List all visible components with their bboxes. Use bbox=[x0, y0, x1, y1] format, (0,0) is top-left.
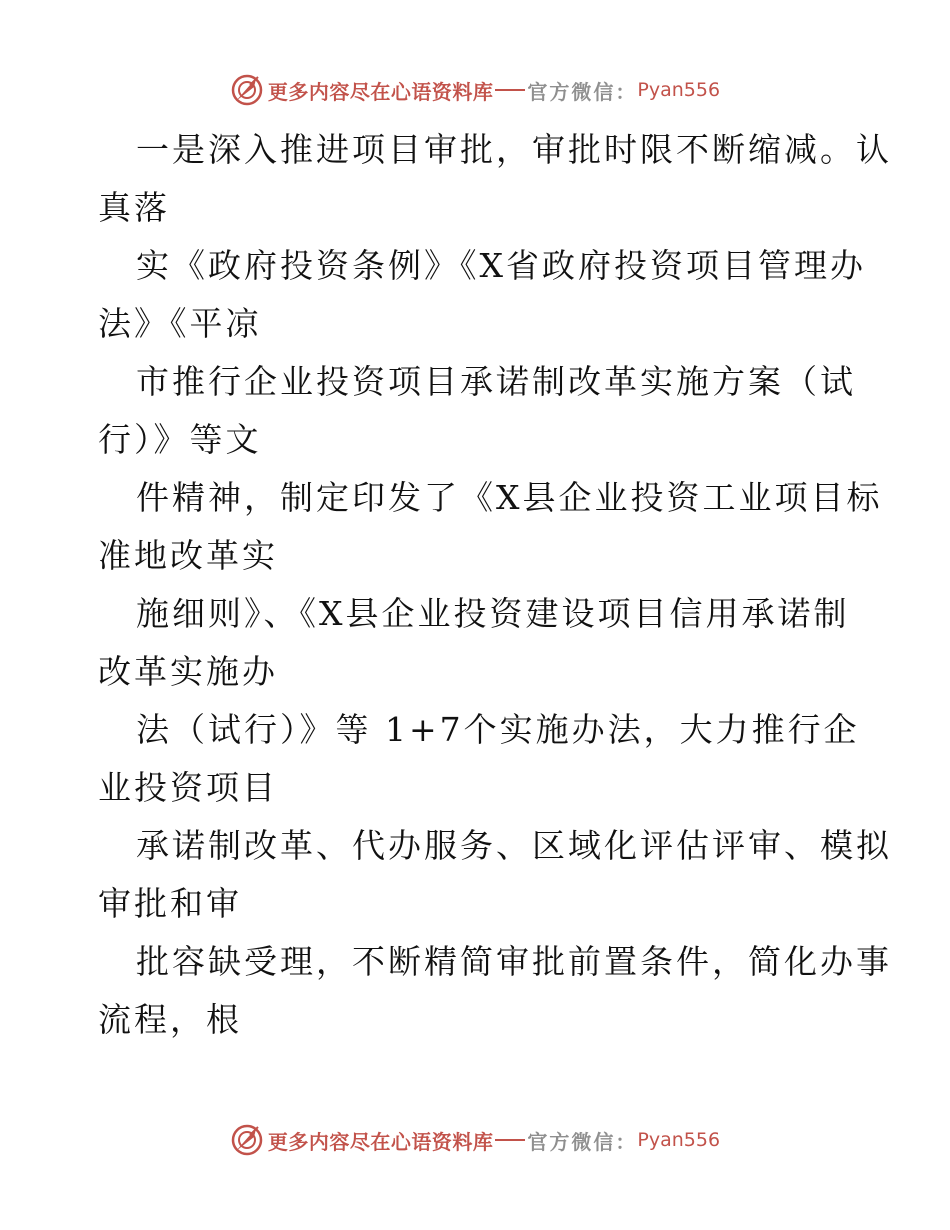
text-line: 批容缺受理，不断精简审批前置条件，简化办事 bbox=[136, 942, 892, 981]
banner-dash bbox=[495, 89, 525, 91]
text-line: 业投资项目 bbox=[98, 768, 278, 807]
text-line: 改革实施办 bbox=[98, 652, 278, 691]
text-line: 行）》等文 bbox=[98, 420, 262, 459]
text-line: 承诺制改革、代办服务、区域化评估评审、模拟 bbox=[136, 826, 892, 865]
text-line: 真落 bbox=[98, 188, 170, 227]
banner-dash bbox=[495, 1139, 525, 1141]
text-line: 流程，根 bbox=[98, 1000, 242, 1039]
banner-library-text: 更多内容尽在心语资料库 bbox=[267, 1129, 494, 1154]
text-line: 市推行企业投资项目承诺制改革实施方案（试 bbox=[136, 362, 856, 401]
header-watermark-banner bbox=[0, 70, 950, 110]
banner-wechat-label: 官方微信： bbox=[527, 1129, 638, 1154]
quill-logo-icon bbox=[230, 1123, 264, 1157]
text-line: 法》《平凉 bbox=[98, 304, 262, 343]
banner-library-text: 更多内容尽在心语资料库 bbox=[267, 79, 494, 104]
quill-logo-icon bbox=[230, 73, 264, 107]
text-line: 一是深入推进项目审批，审批时限不断缩减。认 bbox=[136, 130, 892, 169]
text-line: 法（试行）》等 1+7个实施办法，大力推行企 bbox=[136, 710, 860, 749]
banner-wechat-label: 官方微信： bbox=[527, 79, 638, 104]
text-line: 施细则》、《X县企业投资建设项目信用承诺制 bbox=[136, 594, 850, 633]
footer-watermark-banner bbox=[0, 1120, 950, 1160]
text-line: 件精神，制定印发了《X县企业投资工业项目标 bbox=[136, 478, 883, 517]
text-line: 准地改革实 bbox=[98, 536, 278, 575]
banner-wechat-id: Pyan556 bbox=[637, 1129, 721, 1151]
document-body bbox=[98, 121, 892, 1049]
banner-wechat-id: Pyan556 bbox=[637, 79, 721, 101]
text-line: 实《政府投资条例》《X省政府投资项目管理办 bbox=[136, 246, 866, 285]
text-line: 审批和审 bbox=[98, 884, 242, 923]
